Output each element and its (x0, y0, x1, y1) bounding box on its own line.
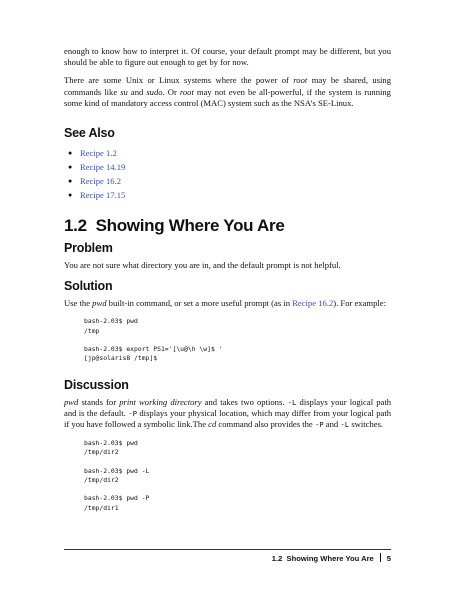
problem-section (64, 241, 391, 271)
intro-block (64, 46, 391, 109)
cd-term: cd (208, 419, 217, 430)
pwd-term: pwd (92, 298, 107, 308)
text-run: and (323, 419, 341, 430)
text-run: There are some Unix or Linux systems where the power of (64, 75, 294, 86)
text-run: built-in command, or set a more useful prompt (as in (106, 298, 293, 308)
option-code: -P (128, 409, 137, 419)
recipe-link[interactable]: Recipe 1.2 (80, 148, 117, 158)
footer-separator (380, 553, 381, 562)
list-item (64, 188, 391, 202)
text-run: Use the (64, 298, 93, 308)
see-also-section (64, 126, 391, 202)
bullet-icon: ● (68, 177, 73, 185)
recipe-link[interactable]: Recipe 14.19 (80, 162, 126, 172)
recipe-link[interactable]: Recipe 16.2 (80, 176, 122, 186)
pwd-term: pwd (64, 397, 79, 407)
list-item (64, 160, 391, 174)
list-item (64, 146, 391, 160)
bullet-icon: ● (68, 163, 73, 171)
intro-paragraph-1: enough to know how to interpret it. Of course, your default prompt may be different, but you should be able to figure out enough to get by for now. (64, 46, 391, 68)
footer-rule (64, 549, 391, 550)
bullet-icon: ● (68, 149, 73, 157)
discussion-heading: Discussion (64, 378, 129, 392)
text-run: . Or (162, 86, 180, 97)
recipe-link[interactable]: Recipe 16.2 (292, 298, 334, 308)
option-code: -L (287, 398, 297, 407)
text-run: stands for (78, 397, 120, 407)
text-run: displays your physical location, which may differ from your logical path if you have followed a symbolic link.The (64, 408, 392, 430)
see-also-list (64, 146, 391, 202)
discussion-text (64, 397, 391, 431)
text-run: may be shared, using commands like (64, 75, 391, 97)
list-item (64, 174, 391, 188)
solution-text (64, 298, 391, 309)
text-run: and takes two options. (201, 397, 288, 407)
discussion-section (64, 378, 391, 513)
su-term: su (120, 86, 128, 97)
solution-section (64, 279, 391, 364)
pwd-term: print working directory (119, 397, 202, 407)
text-run: command also provides the (216, 419, 315, 430)
text-run: switches. (349, 419, 384, 430)
intro-paragraph-2 (64, 75, 391, 109)
text-run: ). For example: (333, 298, 386, 308)
discussion-code-block: bash-2.03$ pwd /tmp/dir2 bash-2.03$ pwd -L /tmp/dir2 bash-2.03$ pwd -P /tmp/dir1 (84, 438, 150, 512)
text-run: and (127, 86, 147, 97)
solution-heading: Solution (64, 279, 113, 293)
solution-code-block: bash-2.03$ pwd /tmp bash-2.03$ export PS1='[\u@\h \w]$ ' [jp@solaris8 /tmp]$ (84, 317, 223, 363)
sudo-term: sudo (146, 86, 163, 97)
page-number: 5 (386, 554, 391, 563)
problem-heading: Problem (64, 241, 113, 255)
recipe-link[interactable]: Recipe 17.15 (80, 190, 126, 200)
footer-section-title: 1.2 Showing Where You Are (271, 554, 374, 563)
text-run: may not even be all-powerful, if the system is running some kind of mandatory access control (MAC) system such as the NSA’s SE-Linux. (64, 86, 391, 108)
text-run: displays your logical path and is the default. (64, 397, 391, 419)
page-footer (272, 553, 391, 563)
root-term: root (293, 75, 308, 86)
see-also-heading: See Also (64, 126, 115, 140)
section-title: 1.2 Showing Where You Are (64, 216, 285, 235)
option-code: -P (314, 420, 324, 430)
root-term: root (179, 86, 194, 97)
bullet-icon: ● (68, 191, 73, 199)
problem-text: You are not sure what directory you are in, and the default prompt is not helpful. (64, 260, 341, 270)
section-title-block (64, 216, 391, 236)
option-code: -L (340, 420, 350, 430)
